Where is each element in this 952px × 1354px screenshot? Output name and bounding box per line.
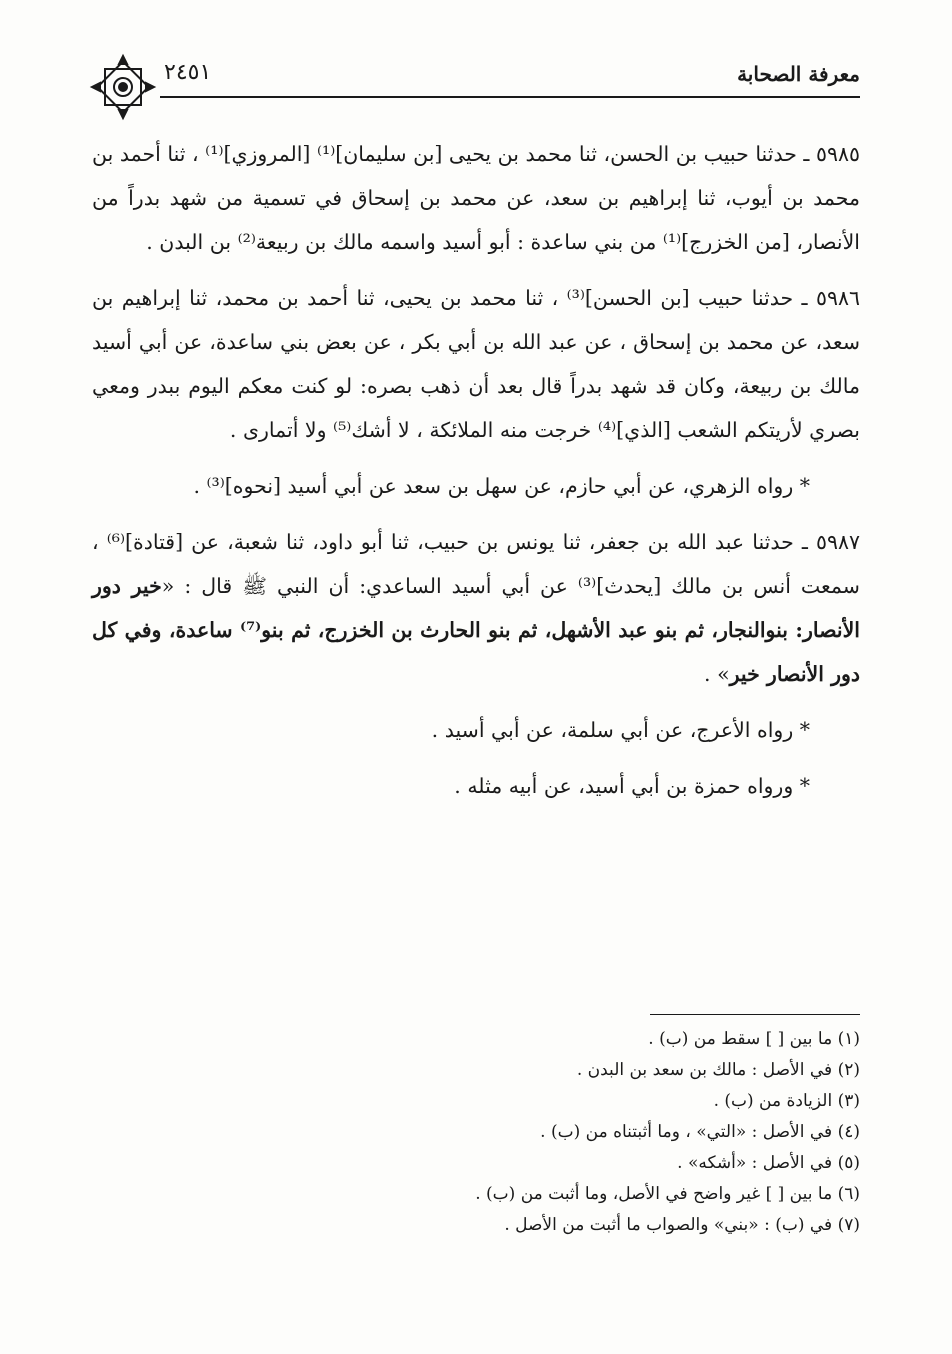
narration-note: * ورواه حمزة بن أبي أسيد، عن أبيه مثله . <box>454 774 810 798</box>
narration-note: * رواه الزهري، عن أبي حازم، عن سهل بن سعد عن أبي أسيد [نحوه]⁽³⁾ . <box>193 474 810 498</box>
footnotes <box>92 1024 860 1241</box>
hadith-5987-quote: خير دور الأنصار: بنوالنجار، ثم بنو عبد الأشهل، ثم بنو الحارث بن الخزرج، ثم بنو⁽⁷⁾ ساعدة، وفي كل دور الأنصار خير <box>92 574 860 686</box>
hadith-5986: ٥٩٨٦ ـ حدثنا حبيب [بن الحسن]⁽³⁾ ، ثنا محمد بن يحيى، ثنا أحمد بن محمد، ثنا إبراهيم بن سعد، عن محمد بن إسحاق ، عن عبد الله بن أبي بكر ، عن بعض بني ساعدة، عن أبي أسيد مالك بن ربيعة، وكان قد شهد بدراً قال بعد أن ذهب بصره: لو كنت معكم اليوم ببدر ومعي بصري لأريتكم الشعب [الذي]⁽⁴⁾ خرجت منه الملائكة ، لا أشك⁽⁵⁾ ولا أتمارى . <box>92 286 860 442</box>
hadith-5987 <box>92 520 860 696</box>
hadith-5987-tail: » . <box>704 662 730 686</box>
footnote: (٢) في الأصل : مالك بن سعد بن البدن . <box>576 1060 860 1080</box>
hadith-5985: ٥٩٨٥ ـ حدثنا حبيب بن الحسن، ثنا محمد بن يحيى [بن سليمان]⁽¹⁾ [المروزي]⁽¹⁾ ، ثنا أحمد بن محمد بن أيوب، ثنا إبراهيم بن سعد، عن محمد بن إسحاق في تسمية من شهد بدراً من الأنصار، [من الخزرج]⁽¹⁾ من بني ساعدة : أبو أسيد واسمه مالك بن ربيعة⁽²⁾ بن البدن . <box>92 142 861 254</box>
footnote: (٣) الزيادة من (ب) . <box>713 1091 860 1111</box>
book-title: معرفة الصحابة <box>737 62 860 86</box>
footnote: (٤) في الأصل : «التي» ، وما أثبتناه من (ب) . <box>540 1122 860 1142</box>
page-header <box>88 52 860 100</box>
hadith-5987-lead: ٥٩٨٧ ـ حدثنا عبد الله بن جعفر، ثنا يونس بن حبيب، ثنا أبو داود، ثنا شعبة، عن [قتادة]⁽⁶⁾ ، سمعت أنس بن مالك [يحدث]⁽³⁾ عن أبي أسيد الساعدي: أن النبي ﷺ قال : « <box>92 530 860 598</box>
footnote-separator <box>650 1014 860 1015</box>
footnote: (٦) ما بين [ ] غير واضح في الأصل، وما أثبت من (ب) . <box>475 1184 860 1204</box>
footnote: (٥) في الأصل : «أشكه» . <box>677 1153 860 1173</box>
footnote: (١) ما بين [ ] سقط من (ب) . <box>648 1029 860 1049</box>
header-rule <box>160 96 860 98</box>
main-text <box>92 132 860 820</box>
page-number: ٢٤٥١ <box>164 60 212 85</box>
narration-note: * رواه الأعرج، عن أبي سلمة، عن أبي أسيد . <box>431 718 810 742</box>
ornament-icon <box>88 52 158 122</box>
footnote: (٧) في (ب) : «بني» والصواب ما أثبت من الأصل . <box>504 1215 860 1235</box>
